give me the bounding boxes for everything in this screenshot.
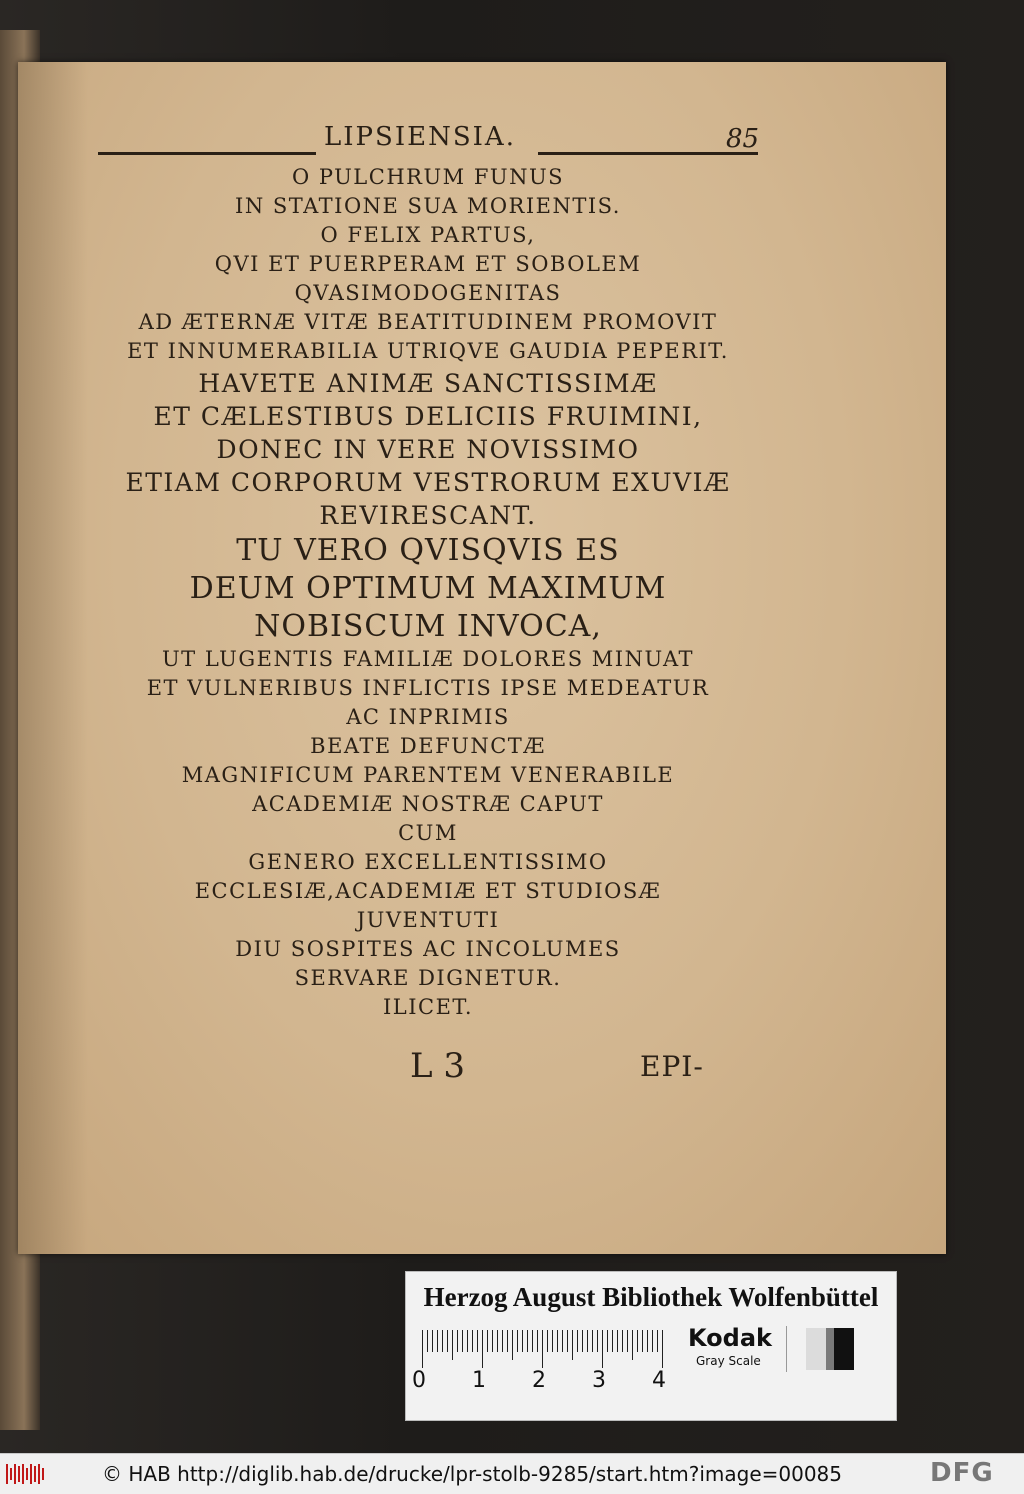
ruler-tick: [627, 1330, 628, 1352]
ruler-tick: [632, 1330, 633, 1360]
text-line: HAVETE ANIMÆ SANCTISSIMÆ: [198, 369, 658, 398]
text-line: IN STATIONE SUA MORIENTIS.: [235, 194, 621, 218]
ruler-tick: [522, 1330, 523, 1352]
ruler-tick: [532, 1330, 533, 1352]
page-number: 85: [726, 124, 760, 154]
ruler-tick: [507, 1330, 508, 1352]
ruler-tick: [442, 1330, 443, 1352]
scale-number: 0: [412, 1368, 426, 1393]
ruler-tick: [607, 1330, 608, 1352]
running-head: [98, 122, 758, 162]
text-line: ILICET.: [382, 995, 474, 1019]
text-line: REVIRESCANT.: [319, 501, 537, 530]
text-line: GENERO EXCELLENTISSIMO: [248, 850, 608, 874]
head-rule-right: [538, 152, 758, 155]
text-line: QVASIMODOGENITAS: [294, 281, 562, 305]
ruler-tick: [642, 1330, 643, 1352]
ruler-tick: [512, 1330, 513, 1360]
text-line: DEUM OPTIMUM MAXIMUM: [189, 571, 667, 606]
ruler-tick: [542, 1330, 543, 1368]
gray-swatch-mid: [826, 1328, 834, 1370]
ruler-tick: [662, 1330, 663, 1368]
ruler-tick: [432, 1330, 433, 1352]
signature-mark: L 3: [410, 1046, 466, 1086]
gray-swatch-dark: [834, 1328, 854, 1370]
ruler-tick: [577, 1330, 578, 1352]
scale-number: 1: [472, 1368, 486, 1393]
ruler-tick: [622, 1330, 623, 1352]
ruler-tick: [447, 1330, 448, 1352]
catchword: EPI-: [640, 1050, 704, 1083]
text-line: ETIAM CORPORUM VESTRORUM EXUVIÆ: [125, 468, 731, 497]
ruler-tick: [472, 1330, 473, 1352]
ruler-tick: [477, 1330, 478, 1352]
text-line: AC INPRIMIS: [346, 705, 510, 729]
text-line: BEATE DEFUNCTÆ: [310, 734, 546, 758]
ruler-tick: [552, 1330, 553, 1352]
scale-ruler: [416, 1330, 678, 1374]
ruler-tick: [427, 1330, 428, 1352]
text-line: DIU SOSPITES AC INCOLUMES: [235, 937, 621, 961]
text-line: JUVENTUTI: [356, 908, 500, 932]
library-name: Herzog August Bibliothek Wolfenbüttel: [423, 1282, 879, 1312]
bottom-bar: [0, 1453, 1024, 1494]
ruler-tick: [437, 1330, 438, 1352]
ruler-tick: [537, 1330, 538, 1352]
ruler-tick: [547, 1330, 548, 1352]
ruler-tick: [652, 1330, 653, 1352]
ruler-tick: [587, 1330, 588, 1352]
text-line: ET CÆLESTIBUS DELICIIS FRUIMINI,: [153, 402, 703, 431]
text-line: CUM: [398, 821, 458, 845]
text-line: ACADEMIÆ NOSTRÆ CAPUT: [252, 792, 604, 816]
ruler-tick: [647, 1330, 648, 1352]
ruler-tick: [567, 1330, 568, 1352]
text-line: QVI ET PUERPERAM ET SOBOLEM: [214, 252, 642, 276]
ruler-tick: [562, 1330, 563, 1352]
text-line: UT LUGENTIS FAMILIÆ DOLORES MINUAT: [161, 647, 695, 671]
ruler-tick: [572, 1330, 573, 1360]
scale-number: 4: [652, 1368, 666, 1393]
ruler-tick: [497, 1330, 498, 1352]
scale-number: 2: [532, 1368, 546, 1393]
text-line: O FELIX PARTUS,: [320, 223, 536, 247]
text-line: MAGNIFICUM PARENTEM VENERABILE: [181, 763, 675, 787]
text-line: TU VERO QVISQVIS ES: [236, 533, 620, 568]
ruler-tick: [502, 1330, 503, 1352]
ruler-tick: [612, 1330, 613, 1352]
scale-number: 3: [592, 1368, 606, 1393]
ruler-tick: [517, 1330, 518, 1352]
dfg-logo: DFG: [930, 1458, 994, 1488]
ruler-tick: [422, 1330, 423, 1368]
ruler-tick: [492, 1330, 493, 1352]
text-line: ET VULNERIBUS INFLICTIS IPSE MEDEATUR: [146, 676, 710, 700]
ruler-tick: [487, 1330, 488, 1352]
ruler-tick: [467, 1330, 468, 1352]
ruler-tick: [592, 1330, 593, 1352]
ruler-tick: [452, 1330, 453, 1360]
card-divider: [786, 1326, 787, 1372]
running-head-title: LIPSIENSIA.: [324, 122, 516, 152]
text-line: O PULCHRUM FUNUS: [291, 165, 565, 189]
ruler-tick: [582, 1330, 583, 1352]
ruler-tick: [637, 1330, 638, 1352]
color-card: [405, 1271, 897, 1421]
text-line: ET INNUMERABILIA UTRIQVE GAUDIA PEPERIT.: [127, 339, 729, 363]
ruler-tick: [657, 1330, 658, 1352]
copyright-link[interactable]: © HAB http://diglib.hab.de/drucke/lpr-stolb-9285/start.htm?image=00085: [102, 1462, 843, 1486]
barcode-icon: [6, 1462, 46, 1486]
ruler-tick: [482, 1330, 483, 1368]
ruler-tick: [557, 1330, 558, 1352]
gray-scale-label: Gray Scale: [696, 1354, 761, 1368]
text-line: AD ÆTERNÆ VITÆ BEATITUDINEM PROMOVIT: [138, 310, 718, 334]
ruler-tick: [462, 1330, 463, 1352]
ruler-tick: [597, 1330, 598, 1352]
inscription-text: [98, 164, 758, 1023]
ruler-tick: [602, 1330, 603, 1368]
kodak-logo: Kodak: [688, 1324, 772, 1352]
gray-swatch-light: [806, 1328, 826, 1370]
text-line: DONEC IN VERE NOVISSIMO: [216, 435, 640, 464]
head-rule-left: [98, 152, 316, 155]
ruler-tick: [457, 1330, 458, 1352]
ruler-tick: [617, 1330, 618, 1352]
page-gutter-shadow: [18, 62, 88, 1254]
text-line: ECCLESIÆ,ACADEMIÆ ET STUDIOSÆ: [194, 879, 662, 903]
text-line: NOBISCUM INVOCA,: [254, 609, 602, 644]
text-line: SERVARE DIGNETUR.: [294, 966, 562, 990]
ruler-tick: [527, 1330, 528, 1352]
